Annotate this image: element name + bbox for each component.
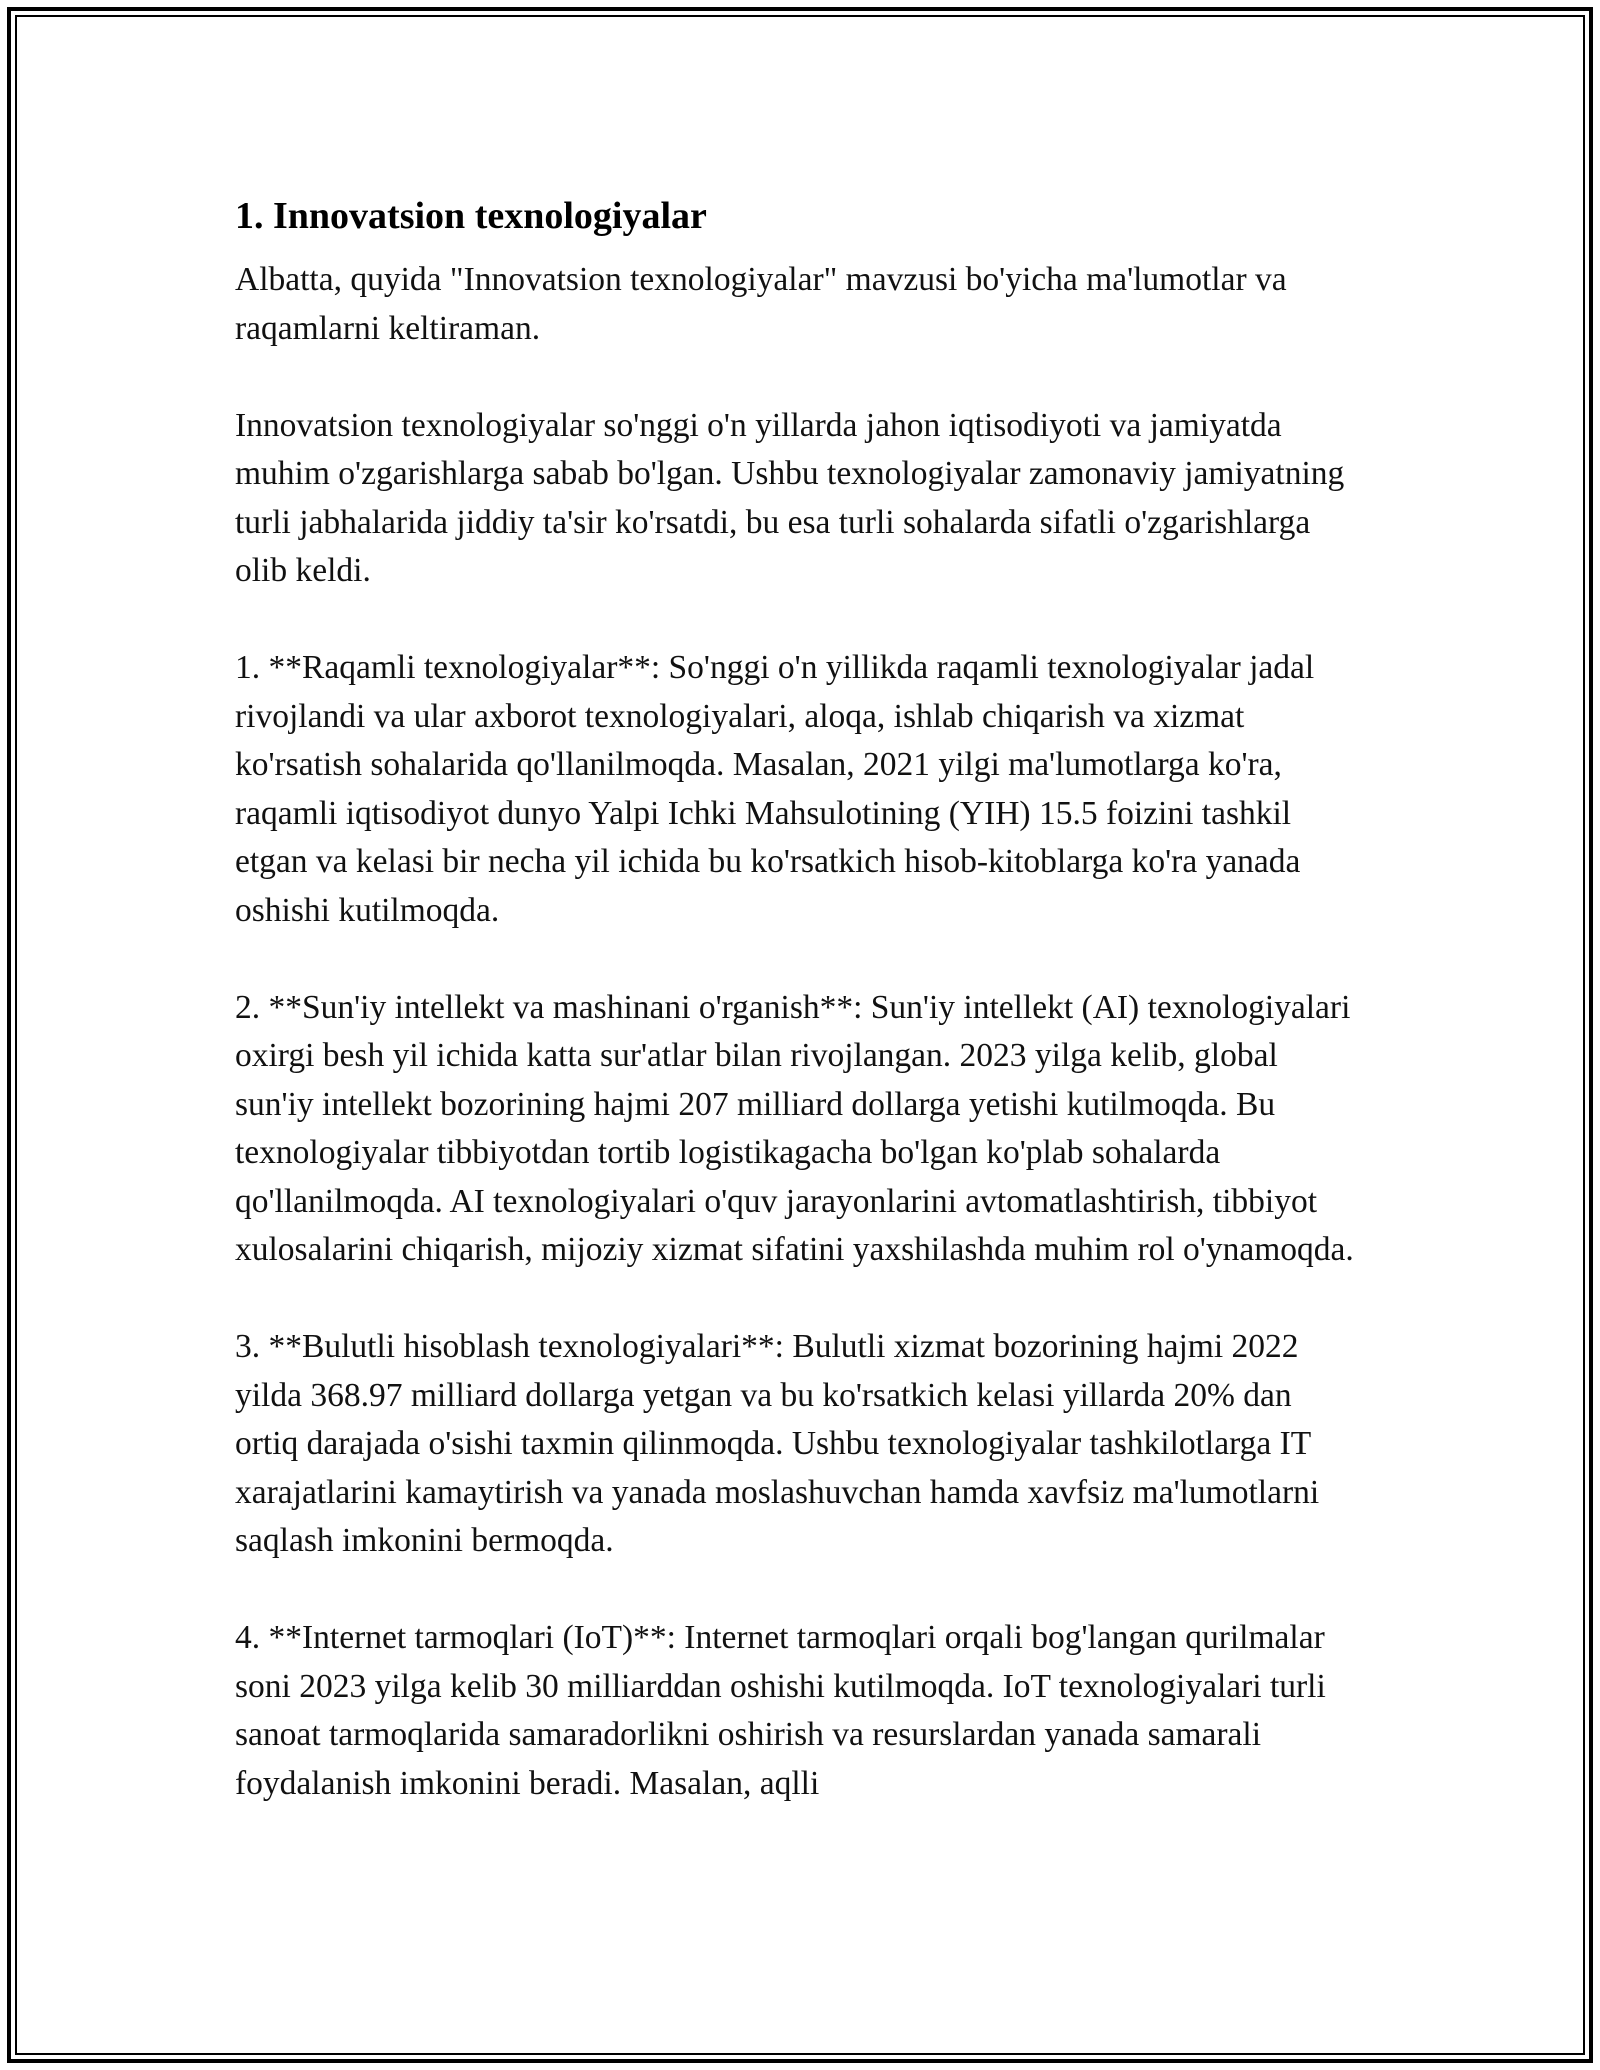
paragraph-digital-tech: 1. **Raqamli texnologiyalar**: So'nggi o'n yillikda raqamli texnologiyalar jadal rivojlandi va ular axborot texnologiyalari, aloqa, ishlab chiqarish va xizmat ko'rsatish sohalarida qo'llanilmoqda. Masalan, 2021 yilgi ma'lumotlarga ko'ra, raqamli iqtisodiyot dunyo Yalpi Ichki Mahsulotining (YIH) 15.5 foizini tashkil etgan va kelasi bir necha yil ichida bu ko'rsatkich hisob-kitoblarga ko'ra yanada oshishi kutilmoqda.	[235, 649, 1315, 929]
paragraph-intro: Albatta, quyida "Innovatsion texnologiyalar" mavzusi bo'yicha ma'lumotlar va raqamlarni keltiraman.	[235, 261, 1287, 347]
paragraph-ai: 2. **Sun'iy intellekt va mashinani o'rganish**: Sun'iy intellekt (AI) texnologiyalari oxirgi besh yil ichida katta sur'atlar bilan rivojlangan. 2023 yilga kelib, global sun'iy intellekt bozorining hajmi 207 milliard dollarga yetishi kutilmoqda. Bu texnologiyalar tibbiyotdan tortib logistikagacha bo'lgan ko'plab sohalarda qo'llanilmoqda. AI texnologiyalari o'quv jarayonlarini avtomatlashtirish, tibbiyot xulosalarini chiqarish, mijoziy xizmat sifatini yaxshilashda muhim rol o'ynamoqda.	[235, 988, 1354, 1268]
document-body	[235, 188, 1355, 1808]
paragraph-iot: 4. **Internet tarmoqlari (IoT)**: Internet tarmoqlari orqali bog'langan qurilmalar soni 2023 yilga kelib 30 milliarddan oshishi kutilmoqda. IoT texnologiyalari turli sanoat tarmoqlarida samaradorlikni oshirish va resurslardan yanada samarali foydalanish imkonini beradi. Masalan, aqlli	[235, 1619, 1326, 1802]
paragraph-cloud: 3. **Bulutli hisoblash texnologiyalari**: Bulutli xizmat bozorining hajmi 2022 yilda 368.97 milliard dollarga yetgan va bu ko'rsatkich kelasi yillarda 20% dan ortiq darajada o'sishi taxmin qilinmoqda. Ushbu texnologiyalar tashkilotlarga IT xarajatlarini kamaytirish va yanada moslashuvchan hamda xavfsiz ma'lumotlarni saqlash imkonini bermoqda.	[235, 1328, 1320, 1559]
document-heading: 1. Innovatsion texnologiyalar	[235, 195, 707, 237]
paragraph-overview: Innovatsion texnologiyalar so'nggi o'n yillarda jahon iqtisodiyoti va jamiyatda muhim o'zgarishlarga sabab bo'lgan. Ushbu texnologiyalar zamonaviy jamiyatning turli jabhalarida jiddiy ta'sir ko'rsatdi, bu esa turli sohalarda sifatli o'zgarishlarga olib keldi.	[235, 406, 1345, 589]
